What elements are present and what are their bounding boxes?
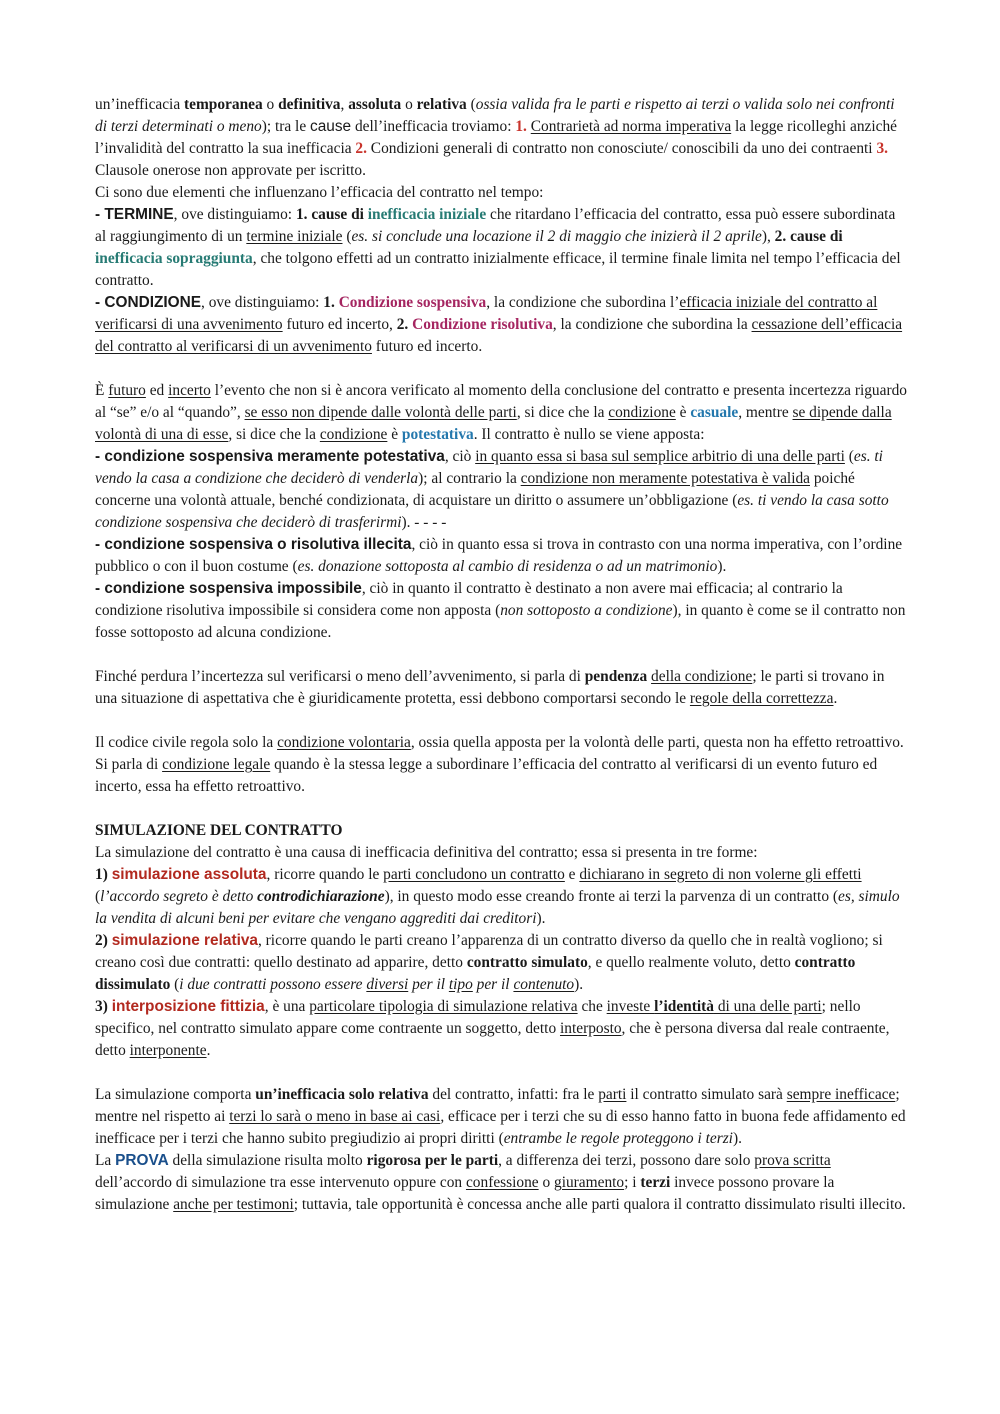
paragraph-gap [95, 1062, 910, 1084]
document-page [95, 94, 910, 1216]
italic-note: es. ti vendo la casa a condizione che deciderò di venderla [95, 448, 883, 487]
text: dell’accordo di simulazione tra esse intervenuto oppure con [95, 1174, 466, 1191]
text: ( [95, 888, 101, 905]
text: Il codice civile regola solo la [95, 734, 278, 751]
underlined-text: termine iniziale [246, 228, 343, 245]
text: , che è persona diversa dal reale contraente, detto [95, 1020, 890, 1059]
text: , ciò [444, 448, 476, 465]
bullet-label: - condizione sospensiva o risolutiva illecita [95, 536, 412, 553]
term-controdichiarazione: controdichiarazione [257, 888, 385, 905]
section-heading: SIMULAZIONE DEL CONTRATTO [95, 822, 343, 839]
text: . Il contratto è nullo se viene apposta: [473, 426, 705, 443]
text: Clausole onerose non approvate per iscritto. [95, 162, 366, 179]
text: , e quello realmente voluto, detto [587, 954, 795, 971]
paragraph-interposizione-fittizia [95, 996, 910, 1062]
text: , ricorre quando le parti creano l’apparenza di un contratto diverso da quello che in realtà vogliono; si creano così due contratti: quello destinato ad apparire, detto [95, 932, 883, 971]
text: , ciò in quanto essa si trova in contrasto con una norma imperativa, con l’ordine pubblico o con il buon costume ( [95, 536, 903, 575]
italic-underlined-text: diversi [366, 976, 409, 993]
text: Condizioni generali di contratto non conosciute/ conoscibili da uno dei contraenti [366, 140, 877, 157]
text: La [95, 1152, 116, 1169]
text: , la condizione che subordina la [552, 316, 752, 333]
text: il contratto simulato sarà [626, 1086, 787, 1103]
underlined-text: parti [598, 1086, 627, 1103]
underlined-text: prova scritta [754, 1152, 831, 1169]
text: invece possono provare la simulazione [95, 1174, 835, 1213]
text: ). - - - - [401, 514, 447, 531]
text: . [206, 1042, 211, 1059]
underlined-text: condizione [319, 426, 388, 443]
text: futuro ed incerto, [282, 316, 397, 333]
text: , mentre [738, 404, 793, 421]
text: ( [844, 448, 854, 465]
text: ); al contrario la [418, 470, 521, 487]
paragraph-impossibile [95, 578, 910, 644]
text: , ossia quella apposta per la volontà delle parti, questa non ha effetto retroattivo. Si parla di [95, 734, 904, 773]
underlined-text: se esso non dipende dalle volontà delle parti [244, 404, 517, 421]
paragraph-futuro-incerto [95, 380, 910, 446]
underlined-text: terzi lo sarà o meno in base ai casi [229, 1108, 441, 1125]
underlined-text: interposto [559, 1020, 622, 1037]
text: e [564, 866, 580, 883]
section-label-termine: - TERMINE [95, 206, 174, 223]
paragraph-inefficacia-relativa [95, 1084, 910, 1150]
underlined-text: incerto [168, 382, 211, 399]
term-simulazione-assoluta: simulazione assoluta [111, 866, 267, 883]
text: , ricorre quando le [266, 866, 384, 883]
italic-note: es. si conclude una locazione il 2 di maggio che inizierà il 2 aprile [351, 228, 762, 245]
text: , è una [264, 998, 310, 1015]
text: o [401, 96, 417, 113]
text: , ove distinguiamo: [173, 206, 296, 223]
text: l’evento che non si è ancora verificato al momento della conclusione del contratto e presenta incertezza riguardo al “se” e/o al “quando”, [95, 382, 907, 421]
text: , efficace per i terzi che su di esso hanno fatto in buona fede affidamento ed inefficace per i terzi che hanno subito pregiudizio ai propri diritti ( [95, 1108, 906, 1147]
underlined-text: sempre inefficace [786, 1086, 896, 1103]
term-relativa: relativa [416, 96, 467, 113]
text: ( [466, 96, 476, 113]
paragraph-codice-civile [95, 732, 910, 798]
underlined-text: investe [606, 998, 655, 1015]
list-number: 3) [95, 998, 108, 1015]
bold-text: pendenza [584, 668, 648, 685]
text: ); tra le [261, 118, 311, 135]
paragraph-simulazione-intro: La simulazione del contratto è una causa di inefficacia definitiva del contratto; essa si presenta in tre forme: [95, 844, 758, 861]
underlined-text: in quanto essa si basa sul semplice arbitrio di una delle parti [475, 448, 845, 465]
italic-note: es. ti vendo la casa sotto condizione sospensiva che deciderò di trasferirmi [95, 492, 889, 531]
text: , ciò in quanto il contratto è destinato a non avere mai efficacia; al contrario la condizione risolutiva impossibile si considera come non apposta ( [95, 580, 843, 619]
italic-note: per il [472, 976, 514, 993]
bold-text: contratto dissimulato [95, 954, 856, 993]
bold-underlined-text: l’identità [654, 998, 714, 1015]
text: è [387, 426, 402, 443]
text: ). [717, 558, 727, 575]
text: , si dice che la [516, 404, 609, 421]
text: che ritardano l’efficacia del contratto, essa può essere subordinata al raggiungimento di un [95, 206, 896, 245]
italic-note: entrambe le regole proteggono i terzi [503, 1130, 733, 1147]
paragraph-elementi: Ci sono due elementi che influenzano l’efficacia del contratto nel tempo: [95, 184, 544, 201]
underlined-text: dichiarano in segreto di non volerne gli effetti [579, 866, 862, 883]
italic-note: es. donazione sottoposta al cambio di residenza o ad un matrimonio [297, 558, 718, 575]
term-temporanea: temporanea [184, 96, 263, 113]
bold-text: contratto simulato [466, 954, 588, 971]
text: o [538, 1174, 555, 1191]
text: quando è la stessa legge a subordinare l’efficacia del contratto al verificarsi di un evento futuro ed incerto, essa ha effetto retroattivo. [95, 756, 878, 795]
bold-text: un’inefficacia solo relativa [255, 1086, 429, 1103]
underlined-text: futuro [108, 382, 146, 399]
underlined-text: condizione non meramente potestativa è valida [520, 470, 810, 487]
text: futuro ed incerto. [371, 338, 483, 355]
text: della simulazione risulta molto [168, 1152, 367, 1169]
text: del contratto, infatti: fra le [428, 1086, 599, 1103]
text: o [262, 96, 279, 113]
underlined-text: particolare tipologia di simulazione relativa [309, 998, 578, 1015]
underlined-text: regole della correttezza [689, 690, 834, 707]
underlined-text: anche per testimoni [173, 1196, 294, 1213]
list-number: 1) [95, 866, 108, 883]
term-prova: PROVA [115, 1152, 169, 1169]
text: , [340, 96, 349, 113]
text: un’inefficacia [95, 96, 185, 113]
underlined-text: efficacia iniziale del contratto al verificarsi di una avvenimento [95, 294, 878, 333]
text: ( [342, 228, 352, 245]
text: ). [574, 976, 584, 993]
bullet-label: - condizione sospensiva meramente potestativa [95, 448, 445, 465]
text: ). [536, 910, 546, 927]
paragraph-inefficacia [95, 94, 910, 182]
underlined-text: cessazione dell’efficacia del contratto al verificarsi di un avvenimento [95, 316, 903, 355]
section-label-condizione: - CONDIZIONE [95, 294, 202, 311]
paragraph-gap [95, 358, 910, 380]
text: è [675, 404, 691, 421]
term-potestativa: potestativa [401, 426, 474, 443]
bold-text: 2. cause di [774, 228, 843, 245]
underlined-text: condizione [608, 404, 676, 421]
paragraph-termine [95, 204, 910, 292]
text: che [577, 998, 607, 1015]
text: ( [170, 976, 180, 993]
italic-note: ossia valida fra le parti e rispetto ai terzi o valida solo nei confronti di terzi determinati o meno [95, 96, 895, 135]
text: ed [145, 382, 169, 399]
bold-text: 2. [396, 316, 413, 333]
italic-note: es, simulo la vendita di alcuni beni per evitare che vengano aggrediti dai creditori [95, 888, 900, 927]
underlined-text: condizione legale [162, 756, 271, 773]
text: dell’inefficacia troviamo: [351, 118, 516, 135]
text: Finché perdura l’incertezza sul verificarsi o meno dell’avvenimento, si parla di [95, 668, 585, 685]
text: la legge ricolleghi anziché l’invalidità del contratto la sua inefficacia [95, 118, 897, 157]
paragraph-simulazione-relativa [95, 930, 910, 996]
underlined-text: interponente [129, 1042, 207, 1059]
term-casuale: casuale [690, 404, 739, 421]
term-definitiva: definitiva [278, 96, 341, 113]
text: ). [732, 1130, 742, 1147]
underlined-text: parti concludono un contratto [383, 866, 565, 883]
text: poiché concerne una volontà attuale, benché condizionata, di acquistare un diritto o assumere un’obbligazione ( [95, 470, 855, 509]
italic-note: l’accordo segreto è detto [100, 888, 258, 905]
italic-underlined-text: tipo [448, 976, 473, 993]
italic-note: per il [408, 976, 449, 993]
text: ; i [624, 1174, 641, 1191]
paragraph-meramente-potestativa [95, 446, 910, 534]
list-number: 1. [515, 118, 527, 135]
paragraph-pendenza [95, 666, 910, 710]
term-inefficacia-sopraggiunta: inefficacia sopraggiunta [95, 250, 253, 267]
paragraph-illecita [95, 534, 910, 578]
bullet-label: - condizione sospensiva impossibile [95, 580, 362, 597]
text: ), [761, 228, 775, 245]
bold-text: 1. cause di [295, 206, 368, 223]
term-assoluta: assoluta [348, 96, 402, 113]
paragraph-simulazione-assoluta [95, 864, 910, 930]
paragraph-gap [95, 644, 910, 666]
underlined-text: se dipende dalla volontà di una di esse [95, 404, 892, 443]
text: . [833, 690, 838, 707]
underlined-text: giuramento [554, 1174, 625, 1191]
bold-text: rigorosa per le parti [366, 1152, 499, 1169]
text: , si dice che la [228, 426, 320, 443]
list-number: 2. [355, 140, 367, 157]
italic-underlined-text: contenuto [513, 976, 575, 993]
underlined-text: di una delle parti [713, 998, 822, 1015]
paragraph-gap [95, 710, 910, 732]
term-condizione-sospensiva: Condizione sospensiva [338, 294, 487, 311]
text: , ove distinguiamo: [201, 294, 324, 311]
underlined-text: Contrarietà ad norma imperativa [530, 118, 732, 135]
term-condizione-risolutiva: Condizione risolutiva [412, 316, 553, 333]
underlined-text: condizione volontaria [277, 734, 411, 751]
text: ), in quanto è come se il contratto non fosse sottoposto ad alcuna condizione. [95, 602, 906, 641]
list-number: 2) [95, 932, 108, 949]
text: ; nello specifico, nel contratto simulato appare come contraente un soggetto, detto [95, 998, 861, 1037]
paragraph-prova [95, 1150, 910, 1216]
text: ; mentre nel rispetto ai [95, 1086, 900, 1125]
term-interposizione-fittizia: interposizione fittizia [111, 998, 265, 1015]
text: ), in questo modo esse creando fronte ai terzi la parvenza di un contratto ( [384, 888, 838, 905]
text: ; tuttavia, tale opportunità è concessa anche alle parti qualora il contratto dissimulato risulti illecito. [293, 1196, 906, 1213]
underlined-text: confessione [465, 1174, 539, 1191]
paragraph-gap [95, 798, 910, 820]
underlined-text: della condizione [651, 668, 753, 685]
text: , che tolgono effetti ad un contratto inizialmente efficace, il termine finale limita nel tempo l’efficacia del contratto. [95, 250, 901, 289]
list-number: 3. [876, 140, 888, 157]
term-cause: cause [310, 118, 352, 135]
italic-note: i due contratti possono essere [179, 976, 367, 993]
text: La simulazione comporta [95, 1086, 256, 1103]
paragraph-condizione [95, 292, 910, 358]
term-inefficacia-iniziale: inefficacia iniziale [367, 206, 487, 223]
text: , a differenza dei terzi, possono dare solo [498, 1152, 755, 1169]
text: , la condizione che subordina l’ [486, 294, 680, 311]
term-simulazione-relativa: simulazione relativa [111, 932, 258, 949]
italic-note: non sottoposto a condizione [500, 602, 673, 619]
text: ; le parti si trovano in una situazione di aspettativa che è giuridicamente protetta, essi debbono comportarsi secondo le [95, 668, 885, 707]
bold-text: terzi [640, 1174, 671, 1191]
bold-text: 1. [323, 294, 339, 311]
text: È [95, 382, 109, 399]
